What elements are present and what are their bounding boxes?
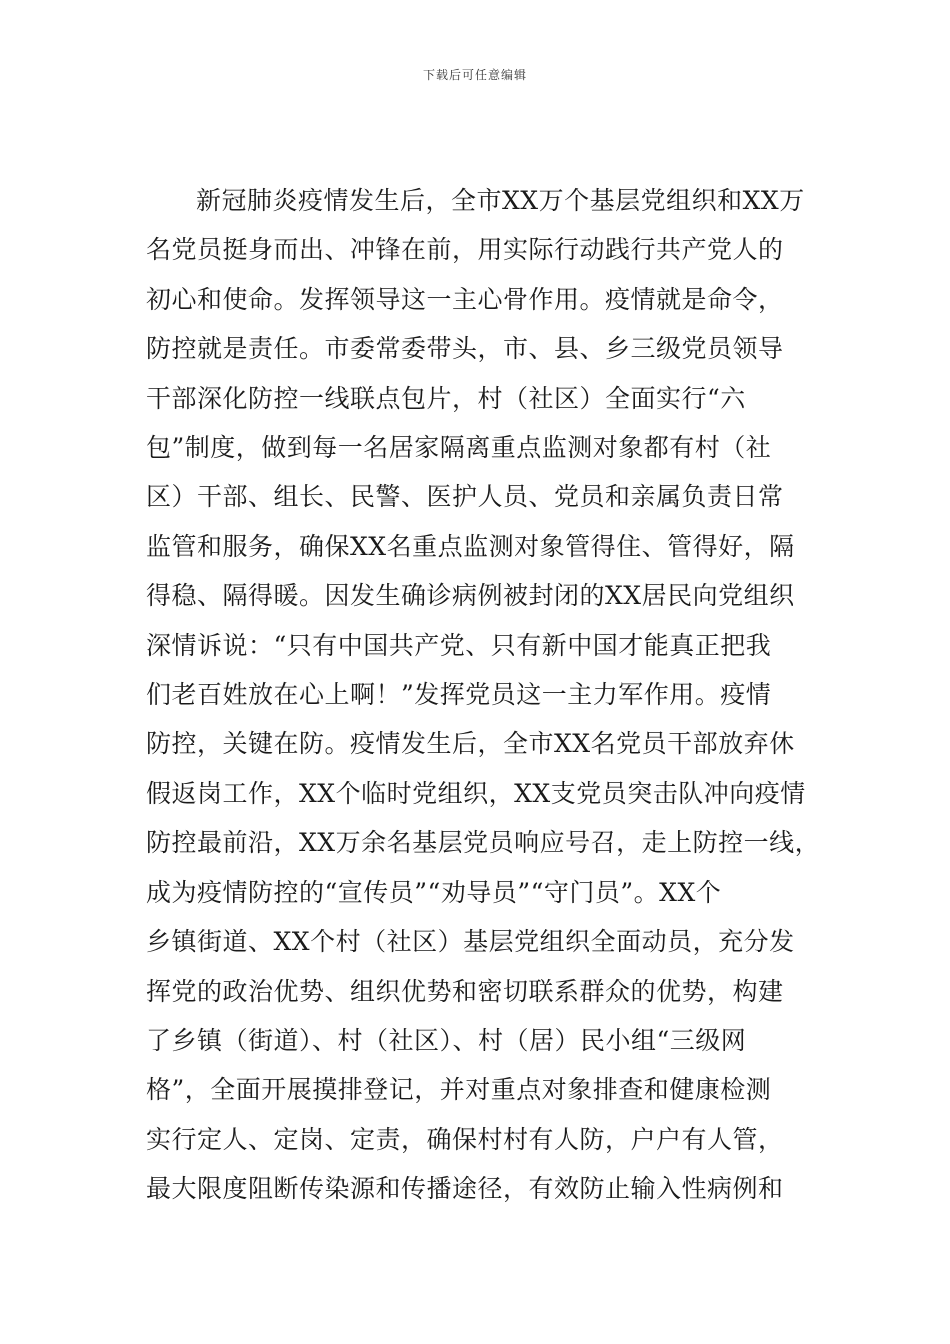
- text-line: 干部深化防控一线联点包片，村（社区）全面实行“六: [146, 383, 746, 413]
- text-line: 防控，关键在防。疫情发生后，全市XX名党员干部放弃休: [146, 729, 795, 759]
- text-line: 区）干部、组长、民警、医护人员、党员和亲属负责日常: [146, 482, 784, 512]
- text-line: 得稳、隔得暖。因发生确诊病例被封闭的XX居民向党组织: [146, 581, 795, 611]
- text-line: 假返岗工作，XX个临时党组织，XX支党员突击队冲向疫情: [146, 778, 806, 808]
- text-line: 了乡镇（街道）、村（社区）、村（居）民小组“三级网: [146, 1025, 747, 1055]
- text-line: 防控就是责任。市委常委带头，市、县、乡三级党员领导: [146, 334, 784, 364]
- text-line: 监管和服务，确保XX名重点监测对象管得住、管得好，隔: [146, 531, 795, 561]
- text-line: 新冠肺炎疫情发生后，全市XX万个基层党组织和XX万: [196, 186, 805, 215]
- text-line: 包”制度，做到每一名居家隔离重点监测对象都有村（社: [146, 433, 772, 463]
- text-line: 们老百姓放在心上啊！”发挥党员这一主力军作用。疫情: [146, 680, 772, 710]
- text-line: 初心和使命。发挥领导这一主心骨作用。疫情就是命令，: [146, 284, 784, 314]
- text-line: 最大限度阻断传染源和传播途径，有效防止输入性病例和: [146, 1174, 784, 1204]
- text-line: 格”，全面开展摸排登记，并对重点对象排查和健康检测: [146, 1075, 772, 1105]
- page-header: 下载后可任意编辑: [422, 68, 527, 82]
- text-line: 深情诉说：“只有中国共产党、只有新中国才能真正把我: [146, 630, 772, 660]
- text-line: 实行定人、定岗、定责，确保村村有人防，户户有人管，: [146, 1124, 784, 1154]
- text-line: 成为疫情防控的“宣传员”“劝导员”“守门员”。XX个: [146, 877, 722, 907]
- text-line: 挥党的政治优势、组织优势和密切联系群众的优势，构建: [146, 976, 784, 1006]
- text-line: 乡镇街道、XX个村（社区）基层党组织全面动员，充分发: [146, 927, 795, 957]
- text-line: 防控最前沿，XX万余名基层党员响应号召，走上防控一线，: [146, 828, 821, 858]
- text-line: 名党员挺身而出、冲锋在前，用实际行动践行共产党人的: [146, 235, 784, 265]
- body-paragraph: [146, 176, 826, 1214]
